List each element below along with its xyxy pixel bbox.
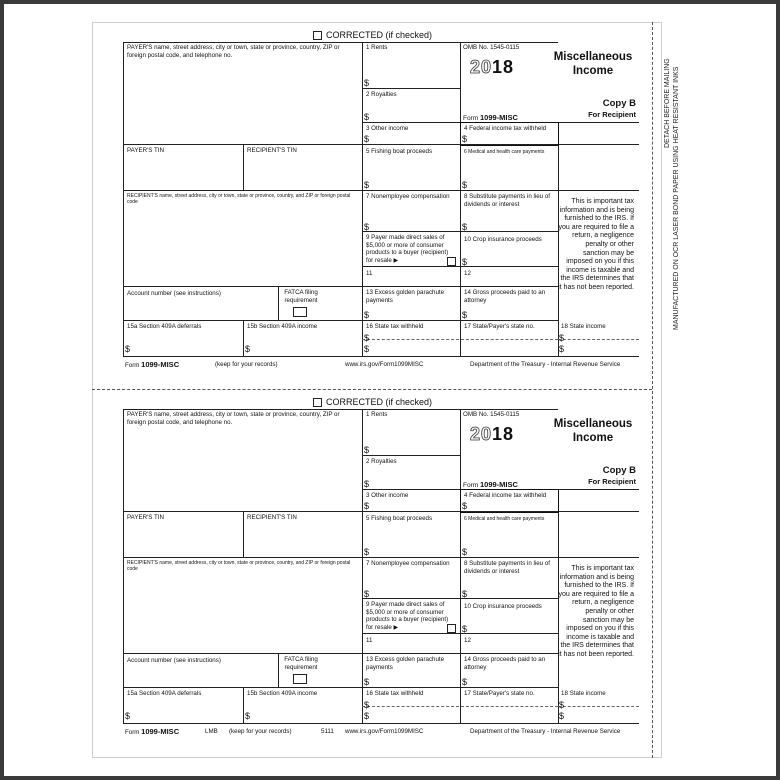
box13-label: 13 Excess golden parachute payments xyxy=(366,656,445,671)
footer-form-id xyxy=(125,361,179,370)
dashed-line xyxy=(362,706,558,707)
box13-dollar: $ xyxy=(364,677,370,687)
recipient-label: RECIPIENT'S name, street address, city or town, state or province, country, and ZIP or foreign postal code xyxy=(127,193,351,206)
omb-label: OMB No. 1545-0115 xyxy=(463,44,520,51)
box12-label: 12 xyxy=(464,637,471,644)
form-prefix: Form xyxy=(463,115,479,122)
payer-label: PAYER'S name, street address, city or town, state or province, country, ZIP or foreign postal code, and telephone no. xyxy=(127,44,340,59)
dashed-line xyxy=(558,706,639,707)
grid-line xyxy=(123,356,639,357)
box9-checkbox[interactable] xyxy=(447,624,456,633)
footer-department: Department of the Treasury - Internal Revenue Service xyxy=(470,728,621,735)
box11-label: 11 xyxy=(366,270,373,277)
recipient-label: RECIPIENT'S name, street address, city or town, state or province, country, and ZIP or foreign postal code xyxy=(127,560,351,573)
box16-dollar-2: $ xyxy=(364,344,370,354)
grid-line xyxy=(278,286,279,320)
footer-website: www.irs.gov/Form1099MISC xyxy=(345,728,424,735)
box18-dollar-2: $ xyxy=(559,344,565,354)
box16-dollar-1: $ xyxy=(364,700,370,710)
box18-dollar-1: $ xyxy=(559,333,565,343)
box15b-label: 15b Section 409A income xyxy=(247,323,318,330)
tax-notice: This is important tax information and is being furnished to the IRS. If you are required to file a return, a negligence penalty or other sanction may be imposed on you if this income is taxable and the IRS determines that it has not been reported. xyxy=(558,565,634,658)
footer-keep-records: (keep for your records) xyxy=(215,361,278,368)
box16-label: 16 State tax withheld xyxy=(366,323,424,330)
box3-label: 3 Other income xyxy=(366,125,409,132)
box12-label: 12 xyxy=(464,270,471,277)
copy-label: Copy B xyxy=(602,98,636,109)
box18-label: 18 State income xyxy=(561,323,606,330)
form-copy-bottom xyxy=(123,397,639,757)
dashed-line xyxy=(558,339,639,340)
account-number-label: Account number (see instructions) xyxy=(127,657,221,664)
corrected-label: CORRECTED (if checked) xyxy=(326,397,433,407)
box1-dollar: $ xyxy=(364,78,370,88)
box16-label: 16 State tax withheld xyxy=(366,690,424,697)
box17-label: 17 State/Payer's state no. xyxy=(464,690,535,697)
grid-line xyxy=(362,88,460,89)
box10-dollar: $ xyxy=(462,624,468,634)
box5-label: 5 Fishing boat proceeds xyxy=(366,515,433,522)
corrected-label: CORRECTED (if checked) xyxy=(326,30,433,40)
grid-line xyxy=(123,42,124,356)
box4-label: 4 Federal income tax withheld xyxy=(464,125,547,132)
footer-keep-records: (keep for your records) xyxy=(229,728,292,735)
grid-line xyxy=(123,320,558,321)
tax-year xyxy=(470,424,514,444)
box2-label: 2 Royalties xyxy=(366,91,397,98)
tax-notice: This is important tax information and is being furnished to the IRS. If you are required to file a return, a negligence penalty or other sanction may be imposed on you if this income is taxable and the IRS determines that it has not been reported. xyxy=(558,198,634,291)
form-title: Miscellaneous Income xyxy=(553,51,633,77)
form-name: 1099-MISC xyxy=(479,113,518,122)
grid-line xyxy=(123,409,124,723)
grid-line xyxy=(558,557,639,558)
footer-form-id xyxy=(125,728,179,737)
for-recipient-label: For Recipient xyxy=(588,477,636,486)
footer-department: Department of the Treasury - Internal Revenue Service xyxy=(470,361,621,368)
box16-dollar-2: $ xyxy=(364,711,370,721)
form-copy-top xyxy=(123,30,639,390)
corrected-checkbox-row[interactable] xyxy=(313,30,432,41)
box5-dollar: $ xyxy=(364,547,370,557)
grid-line xyxy=(123,511,639,512)
footer-form-name: 1099-MISC xyxy=(141,727,180,736)
box10-label: 10 Crop insurance proceeds xyxy=(464,236,542,243)
grid-line xyxy=(123,42,558,43)
grid-line xyxy=(243,687,244,723)
grid-line xyxy=(278,653,279,687)
box4-dollar: $ xyxy=(462,501,468,511)
payer-tin-label: PAYER'S TIN xyxy=(127,147,164,154)
fatca-checkbox[interactable] xyxy=(293,307,307,317)
box6-dollar: $ xyxy=(462,547,468,557)
fatca-checkbox[interactable] xyxy=(293,674,307,684)
grid-line xyxy=(123,144,639,145)
recipient-tin-label: RECIPIENT'S TIN xyxy=(247,147,297,154)
box1-label: 1 Rents xyxy=(366,411,388,418)
box14-label: 14 Gross proceeds paid to an attorney xyxy=(464,656,546,671)
footer-website: www.irs.gov/Form1099MISC xyxy=(345,361,424,368)
box7-label: 7 Nonemployee compensation xyxy=(366,560,450,567)
grid-line xyxy=(460,42,461,356)
box6-label: 6 Medical and health care payments xyxy=(464,149,545,155)
payer-tin-label: PAYER'S TIN xyxy=(127,514,164,521)
grid-line xyxy=(123,409,558,410)
grid-line xyxy=(558,190,639,191)
vertical-perforation xyxy=(652,22,653,758)
box7-dollar: $ xyxy=(364,222,370,232)
footer-lmb: LMB xyxy=(205,728,218,735)
box15b-dollar: $ xyxy=(245,711,251,721)
year-suffix: 18 xyxy=(492,57,515,77)
box7-dollar: $ xyxy=(364,589,370,599)
box18-dollar-1: $ xyxy=(559,700,565,710)
box14-dollar: $ xyxy=(462,677,468,687)
box18-label: 18 State income xyxy=(561,690,606,697)
box1-dollar: $ xyxy=(364,445,370,455)
account-number-label: Account number (see instructions) xyxy=(127,290,221,297)
fatca-label: FATCA filing requirement xyxy=(284,656,318,671)
box8-dollar: $ xyxy=(462,222,468,232)
box5-label: 5 Fishing boat proceeds xyxy=(366,148,433,155)
box14-label: 14 Gross proceeds paid to an attorney xyxy=(464,289,546,304)
year-prefix: 20 xyxy=(470,57,493,77)
box11-label: 11 xyxy=(366,637,373,644)
grid-line xyxy=(362,409,363,723)
grid-line xyxy=(123,653,558,654)
box4-dollar: $ xyxy=(462,134,468,144)
corrected-checkbox[interactable] xyxy=(313,398,322,407)
box10-label: 10 Crop insurance proceeds xyxy=(464,603,542,610)
grid-line xyxy=(243,320,244,356)
tax-year xyxy=(470,57,514,77)
box3-dollar: $ xyxy=(364,134,370,144)
grid-line xyxy=(460,409,461,723)
corrected-checkbox-row[interactable] xyxy=(313,397,432,408)
form-title: Miscellaneous Income xyxy=(553,418,633,444)
box4-label: 4 Federal income tax withheld xyxy=(464,492,547,499)
grid-line xyxy=(123,286,558,287)
form-name: 1099-MISC xyxy=(479,480,518,489)
grid-line xyxy=(123,723,639,724)
side-detach-text: DETACH BEFORE MAILING xyxy=(664,58,671,148)
box15b-label: 15b Section 409A income xyxy=(247,690,318,697)
box15a-dollar: $ xyxy=(125,711,131,721)
year-prefix: 20 xyxy=(470,424,493,444)
footer-form-prefix: Form xyxy=(125,362,140,369)
box9-label: 9 Payer made direct sales of $5,000 or more of consumer products to a buyer (recipient) for resale ▶ xyxy=(366,601,449,631)
side-manufactured-text: MANUFACTURED ON OCR LASER BOND PAPER USING HEAT RESISTANT INKS xyxy=(673,66,680,330)
box3-dollar: $ xyxy=(364,501,370,511)
box8-dollar: $ xyxy=(462,589,468,599)
box16-dollar-1: $ xyxy=(364,333,370,343)
box3-label: 3 Other income xyxy=(366,492,409,499)
year-suffix: 18 xyxy=(492,424,515,444)
box7-label: 7 Nonemployee compensation xyxy=(366,193,450,200)
for-recipient-label: For Recipient xyxy=(588,110,636,119)
box10-dollar: $ xyxy=(462,257,468,267)
fatca-label: FATCA filing requirement xyxy=(284,289,318,304)
box8-label: 8 Substitute payments in lieu of dividends or interest xyxy=(464,193,550,208)
box2-dollar: $ xyxy=(364,112,370,122)
box6-dollar: $ xyxy=(462,180,468,190)
grid-line xyxy=(362,42,363,356)
box17-label: 17 State/Payer's state no. xyxy=(464,323,535,330)
form-prefix: Form xyxy=(463,482,479,489)
box14-dollar: $ xyxy=(462,310,468,320)
box18-dollar-2: $ xyxy=(559,711,565,721)
grid-line xyxy=(123,687,558,688)
recipient-tin-label: RECIPIENT'S TIN xyxy=(247,514,297,521)
box6-label: 6 Medical and health care payments xyxy=(464,516,545,522)
grid-line xyxy=(243,511,244,557)
footer-form-prefix: Form xyxy=(125,729,140,736)
grid-line xyxy=(362,455,460,456)
box2-label: 2 Royalties xyxy=(366,458,397,465)
box13-label: 13 Excess golden parachute payments xyxy=(366,289,445,304)
box15a-dollar: $ xyxy=(125,344,131,354)
box2-dollar: $ xyxy=(364,479,370,489)
footer-form-name: 1099-MISC xyxy=(141,360,180,369)
omb-label: OMB No. 1545-0115 xyxy=(463,411,520,418)
box8-label: 8 Substitute payments in lieu of dividends or interest xyxy=(464,560,550,575)
box15a-label: 15a Section 409A deferrals xyxy=(127,690,202,697)
box1-label: 1 Rents xyxy=(366,44,388,51)
copy-label: Copy B xyxy=(602,465,636,476)
box9-checkbox[interactable] xyxy=(447,257,456,266)
grid-line xyxy=(243,144,244,190)
payer-label: PAYER'S name, street address, city or town, state or province, country, ZIP or foreign postal code, and telephone no. xyxy=(127,411,340,426)
footer-form-number: 5111 xyxy=(321,728,334,735)
box15b-dollar: $ xyxy=(245,344,251,354)
corrected-checkbox[interactable] xyxy=(313,31,322,40)
box15a-label: 15a Section 409A deferrals xyxy=(127,323,202,330)
box5-dollar: $ xyxy=(364,180,370,190)
box9-label: 9 Payer made direct sales of $5,000 or more of consumer products to a buyer (recipient) for resale ▶ xyxy=(366,234,449,264)
box13-dollar: $ xyxy=(364,310,370,320)
dashed-line xyxy=(362,339,558,340)
